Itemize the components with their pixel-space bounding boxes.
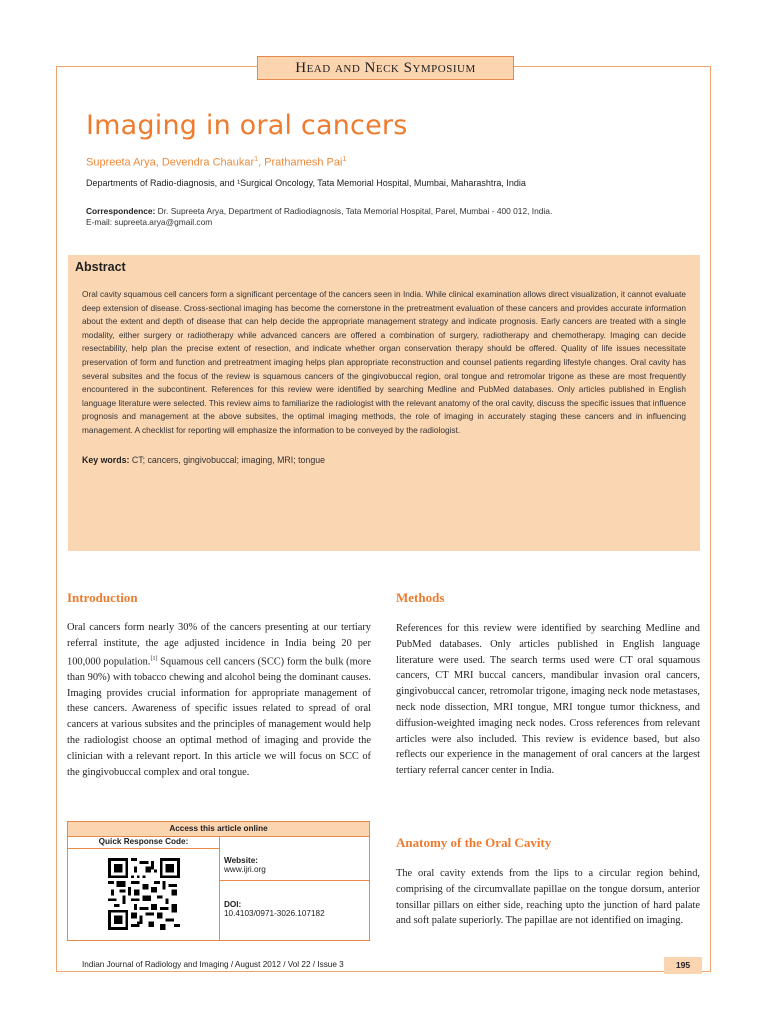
abstract-heading: Abstract <box>75 260 126 274</box>
authors-line <box>86 156 346 169</box>
qr-column <box>68 836 220 940</box>
authors: Supreeta Arya, Devendra Chaukar <box>86 156 255 169</box>
access-heading: Access this article online <box>68 822 369 837</box>
access-divider <box>219 880 370 881</box>
introduction-heading: Introduction <box>67 590 138 605</box>
footer-journal: Indian Journal of Radiology and Imaging / August 2012 / Vol 22 / Issue 3 <box>78 960 348 969</box>
intro-ref: [1] <box>150 655 158 662</box>
section-header-tab <box>257 56 514 80</box>
abstract-box <box>68 255 700 551</box>
keywords-text: CT; cancers, gingivobuccal; imaging, MRI; tongue <box>129 454 326 465</box>
website-block <box>224 856 364 874</box>
correspondence-label: Correspondence: <box>86 206 156 216</box>
author-superscript: 1 <box>254 156 259 163</box>
intro-text-1: Oral cancers form nearly 30% of the cancers presenting at our tertiary referral institute, the age adjusted incidence in India being 20 per 100,000 population. <box>67 622 371 668</box>
article-title: Imaging in oral cancers <box>86 110 408 141</box>
abstract-text: Oral cavity squamous cell cancers form a significant percentage of the cancers seen in India. While clinical examination allows direct visualization, it cannot evaluate deep extension of disease. Cross-sectional imaging has become the cornerstone in the pretreatment evaluation of these cancers and provides accurate information about the extent and depth of disease that can help decide the appropriate management strategy and indicate prognosis. Early cancers are treated with a single modality, either surgery or radiotherapy while advanced cancers are offered a combination of surgery, radiotherapy and chemotherapy. Imaging can decide resectability, help plan the precise extent of resection, and indicate whether organ conservation therapy should be offered. Quality of life issues necessitate preservation of form and function and pretreatment imaging helps plan appropriate reconstruction and counsel patients regarding lifestyle changes. Oral cavity has several subsites and the focus of the review is squamous cancers of the gingivobuccal region, oral tongue and retromolar trigone as these are most frequently encountered in the subcontinent. References for this review were identified by searching Medline and PubMed databases. Only articles published in English language literature were selected. This review aims to familiarize the radiologist with the relevant anatomy of the oral cavity, discuss the specific issues that influence prognosis and management at the above subsites, the optimal imaging methods, the role of imaging in accurately staging these cancers and in influencing management. A checklist for reporting will emphasize the information to be conveyed by the radiologist. <box>82 289 686 435</box>
anatomy-heading: Anatomy of the Oral Cavity <box>396 835 552 850</box>
section-label: Head and Neck Symposium <box>295 59 476 76</box>
qr-label: Quick Response Code: <box>68 836 219 849</box>
anatomy-text: The oral cavity extends from the lips to a circular region behind, comprising of the circumvallate papillae on the tongue dorsum, anterior tonsillar pillars on either side, reaching upto the junction of hard palate and soft palate superiorly. The papillae are not identified on imaging. <box>396 868 700 927</box>
author-3: , Prathamesh Pai <box>258 156 343 169</box>
access-online-box <box>67 821 370 941</box>
methods-heading: Methods <box>396 590 445 605</box>
website-link[interactable]: www.ijri.org <box>224 865 266 874</box>
page-number: 195 <box>664 957 702 974</box>
qr-code-icon <box>108 858 180 930</box>
correspondence-text: Dr. Supreeta Arya, Department of Radiodiagnosis, Tata Memorial Hospital, Parel, Mumbai - 400 012, India. <box>155 206 553 216</box>
website-label: Website: <box>224 856 258 865</box>
doi-block <box>224 900 364 918</box>
correspondence <box>86 206 552 228</box>
introduction-text <box>67 620 371 780</box>
keywords <box>82 455 686 465</box>
doi-label: DOI: <box>224 900 242 909</box>
intro-text-2: Squamous cell cancers (SCC) form the bulk (more than 90%) with tobacco chewing and alcohol being the dominant causes. Imaging provides crucial information for appropriate management of these cancers. Awareness of specific issues related to spread of oral cancers at various subsites and the principles of management would help the radiologist choose an optimal method of imaging and provide the clinician with a relevant report. In this article we will focus on SCC of the gingivobuccal complex and oral tongue. <box>67 656 371 778</box>
author-superscript-2: 1 <box>342 156 347 163</box>
affiliation: Departments of Radio-diagnosis, and ¹Surgical Oncology, Tata Memorial Hospital, Mumbai, Maharashtra, India <box>86 178 526 188</box>
doi-link[interactable]: 10.4103/0971-3026.107182 <box>224 909 325 918</box>
email: E-mail: supreeta.arya@gmail.com <box>86 217 213 227</box>
methods-text: References for this review were identified by searching Medline and PubMed databases. Only articles published in English language literature were used. The search terms used were CT oral squamous cancers, CT MRI buccal cancers, mandibular invasion oral cancers, gingivobuccal cancer, retromolar trigone, imaging neck node metastases, neck node dissection, MRI tongue, MRI tongue tumor thickness, and diffusion-weighted imaging neck nodes. Cross references from relevant articles were also included. This review is evidence based, but also reflects our experience in the management of oral cancers at the largest tertiary referral cancer center in India. <box>396 623 700 777</box>
keywords-label: Key words: <box>82 454 130 465</box>
